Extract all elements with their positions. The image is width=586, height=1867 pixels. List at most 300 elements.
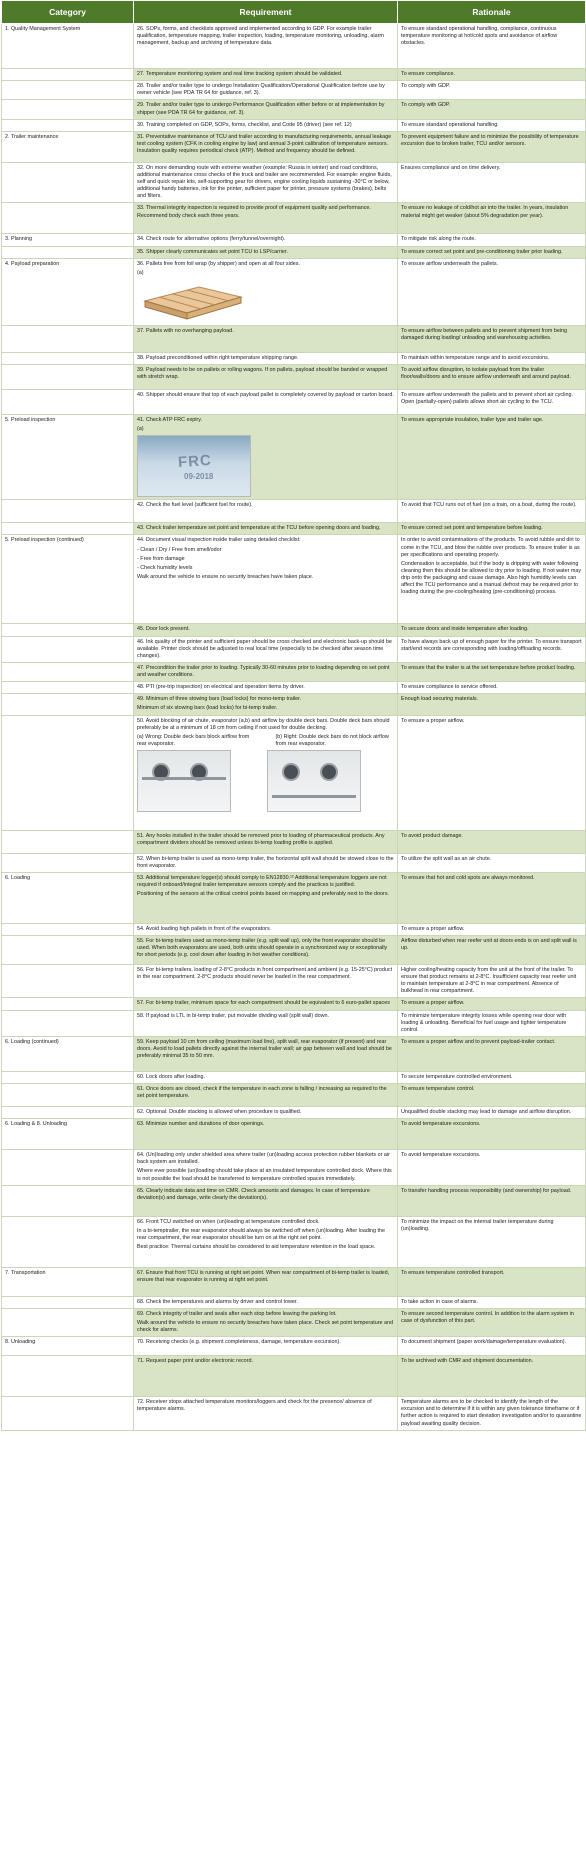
requirement-cell: [134, 694, 398, 715]
requirement-cell: [134, 100, 398, 119]
rationale-cell: [398, 694, 586, 715]
requirement-cell: [134, 69, 398, 81]
rationale-cell: [398, 1010, 586, 1036]
category-cell: [2, 636, 134, 662]
requirement-text: 36. Pallets free from foil wrap (by shipper) and open at all four sides.: [137, 260, 300, 267]
requirement-text: Positioning of the sensors at the critical control points based on mapping and preferably next to the doors.: [137, 891, 390, 897]
category-cell: [2, 100, 134, 119]
requirement-text: 66. Front TCU switched on when (un)loading at temperature controlled dock.: [137, 1218, 320, 1225]
requirement-text: - Clean / Dry / Free from smell/odor: [137, 546, 222, 553]
category-cell: [2, 935, 134, 964]
category-cell: [2, 624, 134, 636]
rationale-text: To ensure that the trailer is at the set temperature before product loading.: [401, 664, 576, 671]
rationale-cell: [398, 1119, 586, 1150]
category-cell: [2, 119, 134, 131]
category-cell: [2, 352, 134, 364]
requirement-cell: [134, 1107, 398, 1119]
category-cell: [2, 694, 134, 715]
figure-label: (a): [137, 269, 144, 276]
requirement-text: 60. Lock doors after loading.: [137, 1073, 206, 1080]
requirement-cell: [134, 1308, 398, 1336]
rationale-cell: [398, 715, 586, 830]
rationale-cell: [398, 624, 586, 636]
rationale-cell: [398, 636, 586, 662]
rationale-cell: [398, 1084, 586, 1107]
requirement-text: 45. Door lock present.: [137, 626, 190, 633]
requirement-text: 42. Check the fuel level (sufficient fuel for route).: [137, 502, 253, 509]
requirement-text: Best practice: Thermal curtains should be considered to aid temperature retention in the load space.: [137, 1244, 376, 1250]
rationale-cell: [398, 1216, 586, 1267]
rationale-cell: [398, 500, 586, 523]
table-row: [2, 694, 586, 715]
category-cell: [2, 923, 134, 935]
rationale-cell: [398, 365, 586, 390]
requirement-cell: [134, 325, 398, 352]
rationale-text: To ensure a proper airflow.: [401, 925, 465, 932]
rationale-text: To ensure airflow underneath the pallets.: [401, 260, 499, 267]
rationale-cell: [398, 998, 586, 1010]
requirement-cell: [134, 390, 398, 415]
category-cell: [2, 1010, 134, 1036]
rationale-text: Airflow disturbed when rear reefer unit at doors ends is on and split wall is up.: [401, 937, 577, 951]
table-row: [2, 1071, 586, 1083]
rationale-cell: [398, 100, 586, 119]
rationale-cell: [398, 131, 586, 162]
category-cell: 5. Preload inspection: [2, 415, 134, 500]
rationale-text: To transfer handling process responsibility (and ownership) for payload.: [401, 1187, 572, 1194]
category-cell: [2, 365, 134, 390]
rationale-cell: [398, 162, 586, 203]
table-row: [2, 1185, 586, 1216]
requirement-text: 43. Check trailer temperature set point and temperature at the TCU before opening doors and loading.: [137, 525, 381, 532]
rationale-text: To utilize the split wall as an air chute.: [401, 855, 492, 862]
requirement-cell: [134, 1071, 398, 1083]
category-cell: [2, 1216, 134, 1267]
requirement-cell: [134, 500, 398, 523]
table-row: [2, 390, 586, 415]
rationale-text: To ensure a proper airflow.: [401, 717, 465, 724]
category-cell: 6. Loading & 8. Unloading: [2, 1119, 134, 1150]
rationale-text: Temperature alarms are to be checked to identify the length of the excursion and to determine if it is within any given tolerance timeframe or if further action is required to start deviation investigation and/or to quarantine payload awaiting quality decision.: [401, 1399, 582, 1427]
category-cell: [2, 1356, 134, 1397]
table-row: [2, 1337, 586, 1356]
table-row: [2, 998, 586, 1010]
rationale-cell: [398, 1267, 586, 1296]
requirement-cell: [134, 535, 398, 624]
table-row: [2, 1119, 586, 1150]
requirement-text: 49. Minimum of three stowing bars (load locks) for mono-temp trailer.: [137, 696, 302, 703]
rationale-cell: [398, 853, 586, 872]
rationale-cell: [398, 203, 586, 234]
header-row: [2, 1, 586, 24]
category-cell: [2, 1185, 134, 1216]
evaporator-wrong-photo: [137, 750, 231, 812]
rationale-cell: [398, 1036, 586, 1071]
table-row: [2, 964, 586, 998]
requirement-text: 68. Check the temperatures and alarms by driver and control tower.: [137, 1298, 298, 1305]
table-row: [2, 1216, 586, 1267]
requirement-text: 38. Payload preconditioned within right temperature shipping range.: [137, 354, 299, 361]
rationale-cell: [398, 390, 586, 415]
requirement-text: 61. Once doors are closed, check if the temperature in each zone is falling / increasing as required to the set point temperature.: [137, 1086, 387, 1100]
caption-right: (b) Right: Double deck bars do not block airflow from rear evaporator.: [275, 733, 389, 747]
rationale-text: To avoid temperature excursions.: [401, 1152, 481, 1159]
rationale-text: To prevent equipment failure and to minimize the possibility of temperature excursion due to broken trailer, TCU and/or sensors.: [401, 133, 579, 147]
rationale-cell: [398, 872, 586, 923]
category-cell: [2, 1308, 134, 1336]
rationale-text: To ensure airflow between pallets and to prevent shipment from being damaged during loading/ unloading and warehousing activities.: [401, 327, 568, 341]
rationale-text: In order to avoid contaminations of the products. To avoid rubble and dirt to come in the TCU, and blow the rubble over products. To ensure trailer is as per specifications and operating properly.: [401, 537, 580, 558]
category-cell: 6. Loading: [2, 872, 134, 923]
requirement-cell: [134, 1356, 398, 1397]
rationale-text: Enough load securing materials.: [401, 696, 479, 703]
requirement-text: 39. Payload needs to be on pallets or rolling wagons. If on pallets, payload should be banded or wrapped with stretch wrap.: [137, 367, 388, 381]
requirement-cell: [134, 131, 398, 162]
category-cell: [2, 162, 134, 203]
table-row: [2, 662, 586, 681]
category-cell: [2, 853, 134, 872]
category-cell: [2, 325, 134, 352]
rationale-cell: [398, 1150, 586, 1186]
header-requirement: Requirement: [134, 1, 398, 24]
table-row: [2, 203, 586, 234]
requirement-text: 33. Thermal integrity inspection is required to provide proof of equipment quality and performance. Recommend body check each three years.: [137, 205, 371, 219]
rationale-text: Higher cooling/heating capacity from the unit at the front of the trailer. To ensure that product remains at 2-8°C. Insufficient capacity rear reefer unit to maintain temperature at 2-8°C in rear compartment. Absence of bulkhead in rear compartment.: [401, 966, 577, 995]
rationale-cell: [398, 69, 586, 81]
table-row: [2, 365, 586, 390]
category-cell: [2, 998, 134, 1010]
requirement-cell: [134, 715, 398, 830]
category-cell: [2, 203, 134, 234]
category-cell: [2, 390, 134, 415]
requirement-text: 57. For bi-temp trailer, minimum space for each compartment should be equivalent to 6 euro-pallet spaces: [137, 1000, 390, 1007]
rationale-cell: [398, 1308, 586, 1336]
rationale-text: To ensure correct set point and temperature before loading.: [401, 525, 543, 532]
table-row: [2, 1084, 586, 1107]
category-cell: 5. Preload inspection (continued): [2, 535, 134, 624]
rationale-cell: [398, 662, 586, 681]
requirement-text: 53. Additional temperature logger(s) should comply to EN12830.¹² Additional temperature loggers are not required if onboard/integral trailer temperature sensors comply and the practices is justified.: [137, 874, 387, 888]
category-cell: 4. Payload preparation: [2, 258, 134, 325]
table-row: [2, 830, 586, 853]
requirement-cell: [134, 923, 398, 935]
table-row: [2, 1308, 586, 1336]
rationale-text: To avoid airflow disruption, to isolate payload from the trailer floor/walls/doors and to ensure airflow underneath and around payload.: [401, 367, 571, 381]
table-row: [2, 853, 586, 872]
requirement-cell: [134, 662, 398, 681]
requirement-text: 47. Precondition the trailer prior to loading. Typically 30-60 minutes prior to loading depending on set point and weather conditions.: [137, 664, 390, 678]
category-cell: [2, 1071, 134, 1083]
category-cell: 3. Planning: [2, 234, 134, 246]
rationale-text: To mitigate risk along the route.: [401, 236, 476, 243]
rationale-cell: [398, 246, 586, 258]
requirement-text: - Free from damage: [137, 555, 185, 562]
table-row: [2, 1036, 586, 1071]
requirement-text: 70. Receiving checks (e.g. shipment completeness, damage, temperature excursion).: [137, 1339, 341, 1346]
rationale-text: To ensure a proper airflow and to prevent payload-trailer contact.: [401, 1038, 556, 1045]
table-row: [2, 682, 586, 694]
rationale-text: To avoid that TCU runs out of fuel (on a train, on a boat, during the route).: [401, 502, 577, 509]
table-row: [2, 1010, 586, 1036]
rationale-text: To avoid temperature excursions.: [401, 1121, 481, 1128]
rationale-cell: [398, 1356, 586, 1397]
table-row: [2, 162, 586, 203]
rationale-text: To ensure temperature control.: [401, 1086, 475, 1092]
rationale-cell: [398, 523, 586, 535]
table-row: [2, 500, 586, 523]
rationale-text: To ensure compliance to service offered.: [401, 684, 498, 691]
requirement-text: 50. Avoid blocking of air chute, evaporator (a,b) and airflow by double deck bars. Double deck bars should preferably be at a minimum of 18 cm from ceiling if not used for double decking.: [137, 717, 390, 731]
requirement-text: 31. Preventative maintenance of TCU and trailer according to manufacturing requirements, annual leakage test cooling system (CFK in cooling engine by law) and annual 3-point calibration of temperature sensors. Insulation quality requires periodical check (ATP). Method and frequency should be defined.: [137, 133, 392, 154]
rationale-text: To minimize the impact on the internal trailer temperature during (un)loading.: [401, 1218, 554, 1232]
rationale-text: Unqualified double stacking may lead to damage and airflow disruption.: [401, 1109, 572, 1115]
table-row: [2, 523, 586, 535]
requirement-cell: [134, 258, 398, 325]
table-row: [2, 872, 586, 923]
rationale-cell: [398, 1397, 586, 1431]
figure-label: (a): [137, 426, 144, 433]
requirement-text: Where ever possible (un)loading should take place at an insulated temperature controlled dock. Where this is not possible the load should be transferred to temperature controlled spaces immediately.: [137, 1168, 392, 1182]
table-row: [2, 81, 586, 100]
rationale-text: To ensure standard operational handling.: [401, 121, 499, 128]
requirement-cell: [134, 365, 398, 390]
requirement-cell: [134, 81, 398, 100]
table-body: [2, 24, 586, 1431]
requirement-cell: [134, 1010, 398, 1036]
rationale-cell: [398, 258, 586, 325]
rationale-text: To ensure standard operational handling, compliance, continuous temperature monitoring at hot/cold spots and avoidance of airflow obstacles.: [401, 26, 558, 47]
category-cell: [2, 69, 134, 81]
requirement-cell: [134, 1397, 398, 1431]
rationale-text: To ensure that hot and cold spots are always monitored.: [401, 874, 535, 881]
category-cell: [2, 1150, 134, 1186]
requirement-text: 27. Temperature monitoring system and real time tracking system should be validated.: [137, 71, 343, 77]
requirement-text: 67. Ensure that front TCU is running at right set point. When rear compartment of bi-temp trailer is loaded, ensure that rear evaporator is running at right set point.: [137, 1269, 390, 1283]
requirement-text: 62. Optional: Double stacking is allowed when procedure is qualified.: [137, 1109, 302, 1115]
category-cell: [2, 715, 134, 830]
header-rationale: Rationale: [398, 1, 586, 24]
table-row: [2, 352, 586, 364]
category-cell: [2, 1397, 134, 1431]
rationale-text: To ensure second temperature control. In addition to the alarm system in case of dysfunction of this part.: [401, 1310, 574, 1324]
rationale-text: To comply with GDP.: [401, 83, 451, 90]
requirement-text: 32. On more demanding route with extreme weather (example: Russia in winter) and road conditions, additional maintenance cross checks of the truck and trailer are recommended. For example: engine fluids, self and quick repair kits, self-supporting gear for drivers, engine cooling liquids sustaining -30°C or below, additional handy batteries, ink for the printer, sufficient paper for printer, pressure systems (brakes), belts and filters.: [137, 164, 392, 200]
category-cell: [2, 964, 134, 998]
rationale-text: To ensure temperature controlled transport.: [401, 1269, 505, 1276]
requirement-cell: [134, 1267, 398, 1296]
requirement-text: 35. Shipper clearly communicates set point TCU to LSP/carrier.: [137, 248, 288, 255]
rationale-text: To comply with GDP.: [401, 102, 451, 109]
requirement-text: 58. If payload is LTL in bi-temp trailer, put movable dividing wall (split wall) down.: [137, 1012, 330, 1019]
requirement-cell: [134, 203, 398, 234]
pallets-photo: [137, 279, 247, 323]
rationale-cell: [398, 325, 586, 352]
rationale-text: To be archived with CMR and shipment documentation.: [401, 1358, 534, 1365]
requirement-text: 52. When bi-temp trailer is used as mono-temp trailer, the horizontal split wall should be stowed close to the front evaporator.: [137, 855, 394, 869]
rationale-cell: [398, 1107, 586, 1119]
rationale-text: To minimize temperature integrity losses while opening rear door with loading & unloading. Beneficial for fuel usage and tighter temperature control.: [401, 1012, 567, 1033]
rationale-text: To ensure compliance.: [401, 71, 455, 77]
rationale-text: To ensure appropriate insulation, trailer type and trailer age.: [401, 417, 544, 423]
rationale-cell: [398, 964, 586, 998]
requirement-text: 34. Check route for alternative options (ferry/tunnel/overnight).: [137, 236, 286, 243]
requirement-cell: [134, 119, 398, 131]
requirement-text: 46. Ink quality of the printer and sufficient paper should be cross checked and electronic back-up should be available. Printer clock should be adjusted to real local time (especially to be checked after season time changes).: [137, 638, 392, 659]
table-row: [2, 258, 586, 325]
rationale-cell: [398, 1185, 586, 1216]
rationale-text: To ensure correct set point and pre-conditioning trailer prior loading.: [401, 248, 563, 255]
table-row: [2, 935, 586, 964]
table-row: [2, 1150, 586, 1186]
requirement-text: 51. Any hooks installed in the trailer should be removed prior to loading of pharmaceutical products. Any compartment dividers should be removed unless bi-temp loading profile is applied.: [137, 832, 385, 846]
category-cell: 7. Transportation: [2, 1267, 134, 1296]
requirement-text: 63. Minimize number and durations of door openings.: [137, 1121, 265, 1128]
rationale-cell: [398, 234, 586, 246]
requirement-cell: [134, 964, 398, 998]
rationale-cell: [398, 1296, 586, 1308]
table-row: [2, 100, 586, 119]
table-row: [2, 246, 586, 258]
requirement-cell: [134, 872, 398, 923]
category-cell: 1. Quality Management System: [2, 24, 134, 69]
category-cell: [2, 1296, 134, 1308]
requirement-text: 37. Pallets with no overhanging payload.: [137, 327, 234, 334]
rationale-cell: [398, 81, 586, 100]
category-cell: [2, 523, 134, 535]
requirement-cell: [134, 830, 398, 853]
requirement-text: 41. Check ATP FRC expiry.: [137, 417, 203, 423]
table-row: [2, 1296, 586, 1308]
requirement-text: 54. Avoid loading high pallets in front of the evaporators.: [137, 925, 272, 932]
category-cell: [2, 662, 134, 681]
requirement-text: 30. Training completed on GDP, SOPs, forms, checklist, and Code 95 (driver) (see ref. 12): [137, 121, 352, 128]
category-cell: [2, 1107, 134, 1119]
requirement-cell: [134, 624, 398, 636]
rationale-text: To secure temperature controlled environment.: [401, 1073, 513, 1080]
category-cell: 2. Trailer maintenance: [2, 131, 134, 162]
requirement-cell: [134, 935, 398, 964]
requirement-text: Walk around the vehicle to ensure no security breaches have taken place.: [137, 573, 314, 580]
header-category: Category: [2, 1, 134, 24]
rationale-text: To take action in case of alarms.: [401, 1298, 479, 1305]
rationale-cell: [398, 352, 586, 364]
requirement-text: 28. Trailer and/or trailer type to undergo Installation Qualification/Operational Qualification before use by owner vehicle (see PDA TR 64 for guidance, ref. 3).: [137, 83, 385, 97]
table-row: [2, 119, 586, 131]
requirement-text: 56. For bi-temp trailers, loading of 2-8°C products in front compartment and ambient (e.g. 15-25°C) product in the rear compartment. 2-8°C products should never be loaded in the rear compartment.: [137, 966, 393, 980]
rationale-cell: [398, 1337, 586, 1356]
requirement-cell: [134, 523, 398, 535]
rationale-cell: [398, 1071, 586, 1083]
table-row: [2, 69, 586, 81]
rationale-cell: [398, 935, 586, 964]
requirement-text: 26. SOPs, forms, and checklists approved and implemented according to GDP. For example trailer qualification, temperature mapping, trailer inspection, loading, temperature monitoring, unloading, alarm management, backup and archiving of temperature data.: [137, 26, 384, 47]
requirement-cell: [134, 24, 398, 69]
requirement-cell: [134, 1296, 398, 1308]
table-row: [2, 1267, 586, 1296]
rationale-text: To ensure no leakage of cold/hot air into the trailer. In years, insulation material might get weaker (about 5% degradation per year).: [401, 205, 569, 219]
requirement-cell: [134, 1119, 398, 1150]
rationale-cell: [398, 535, 586, 624]
requirement-cell: [134, 246, 398, 258]
rationale-text: Ensures compliance and on time delivery.: [401, 164, 501, 171]
category-cell: [2, 682, 134, 694]
evaporator-right-photo: [267, 750, 361, 812]
requirement-text: 69. Check integrity of trailer and seals after each stop before leaving the parking lot.: [137, 1310, 337, 1317]
requirement-cell: [134, 1150, 398, 1186]
table-row: [2, 636, 586, 662]
rationale-cell: [398, 923, 586, 935]
requirement-cell: [134, 415, 398, 500]
table-row: [2, 535, 586, 624]
requirement-cell: [134, 1036, 398, 1071]
requirement-text: 48. PTI (pre-trip inspection) on electrical and operation items by driver.: [137, 684, 305, 691]
table-row: [2, 715, 586, 830]
rationale-cell: [398, 415, 586, 500]
rationale-cell: [398, 119, 586, 131]
requirement-text: Minimum of six stowing bars (load locks) for bi-temp trailer.: [137, 705, 278, 712]
requirement-cell: [134, 234, 398, 246]
caption-wrong: (a) Wrong: Double deck bars block airflow from rear evaporator.: [137, 733, 250, 747]
requirement-text: 55. For bi-temp trailers used as mono-temp trailer (e.g. split wall up), only the front evaporator should be used. When both evaporators are used, both units should operate in a synchronized way or exceptionally for short periods (e.g. cool down after loading in hot weather conditions).: [137, 937, 388, 959]
requirement-cell: [134, 636, 398, 662]
requirement-cell: [134, 853, 398, 872]
requirement-text: - Check humidity levels: [137, 564, 193, 571]
requirement-cell: [134, 1216, 398, 1267]
table-row: [2, 325, 586, 352]
rationale-text: To avoid product damage.: [401, 832, 464, 839]
category-cell: 8. Unloading: [2, 1337, 134, 1356]
requirement-text: 29. Trailer and/or trailer type to undergo Performance Qualification either before or at implementation by shipper (see PDA TR 64 for guidance, ref. 3).: [137, 102, 385, 116]
rationale-text: To ensure airflow underneath the pallets and to prevent short air cycling. Open (partially-open) pallets allows short air cycling to the TCU.: [401, 392, 573, 406]
table-row: [2, 131, 586, 162]
category-cell: 6. Loading (continued): [2, 1036, 134, 1071]
rationale-cell: [398, 682, 586, 694]
table-row: [2, 24, 586, 69]
category-cell: [2, 1084, 134, 1107]
requirement-text: Walk around the vehicle to ensure no security breaches have taken place. Check set point temperature and check for alarms.: [137, 1319, 394, 1333]
rationale-text: Condensation is acceptable, but if the body is dripping with water following cleaning then this should be allowed to dry prior to loading. If not water may drip onto the packaging and cause damage. Also high humidity levels can affect the TCU performance and a manual defrost may be required prior to loading during the pre-cooling/heating (pre-conditioning) process.: [401, 560, 582, 596]
requirement-text: 59. Keep payload 10 cm from ceiling (maximum load line), split wall, rear evaporator (if present) and rear doors. Avoid to load pallets directly against the internal trailer wall; air gap between wall and load should be preferably minimal 35 to 50 mm.: [137, 1038, 392, 1060]
rationale-text: To ensure a proper airflow.: [401, 1000, 465, 1007]
requirement-text: 40. Shipper should ensure that top of each payload pallet is completely covered by payload or carton board.: [137, 392, 394, 398]
table-row: [2, 624, 586, 636]
frc-plate-photo: FRC 09-2018: [137, 435, 251, 497]
category-cell: [2, 500, 134, 523]
requirement-text: In a bi-temptrailer, the rear evaporator should always be switched off when (un)loading. After loading the rear compartment, the rear evaporator should be turn on at the right set point.: [137, 1227, 386, 1241]
requirement-cell: [134, 998, 398, 1010]
requirement-cell: [134, 1185, 398, 1216]
rationale-text: To document shipment (paper work/damage/temperature evaluation).: [401, 1339, 567, 1346]
category-cell: [2, 246, 134, 258]
requirement-text: 72. Receiver stops attached temperature monitors/loggers and check for the presence/ absence of temperature alarms.: [137, 1399, 372, 1413]
table-row: [2, 1356, 586, 1397]
requirement-text: 64. (Un)loading only under shielded area where trailer (un)loading access protection rubber blankets or air back system are installed.: [137, 1152, 390, 1166]
rationale-text: To have always back up of enough paper for the printer. To ensure transport start/end records are corresponding with loading/offloading records.: [401, 638, 582, 652]
table-row: [2, 1397, 586, 1431]
requirements-table: [1, 0, 586, 1431]
requirement-text: 44. Document visual inspection inside trailer using detailed checklist:: [137, 537, 301, 544]
table-row: [2, 415, 586, 500]
requirement-text: 65. Clearly indicate data and time on CMR. Check amounts and damages. In case of temperature deviation(s) and damage, write clearly the deviation(s).: [137, 1187, 370, 1201]
requirement-cell: [134, 1084, 398, 1107]
requirement-cell: [134, 682, 398, 694]
requirement-cell: [134, 1337, 398, 1356]
rationale-text: To maintain within temperature range and to avoid excursions.: [401, 354, 550, 361]
requirement-cell: [134, 162, 398, 203]
rationale-cell: [398, 830, 586, 853]
rationale-text: To secure doors and inside temperature after loading.: [401, 626, 529, 633]
table-row: [2, 923, 586, 935]
